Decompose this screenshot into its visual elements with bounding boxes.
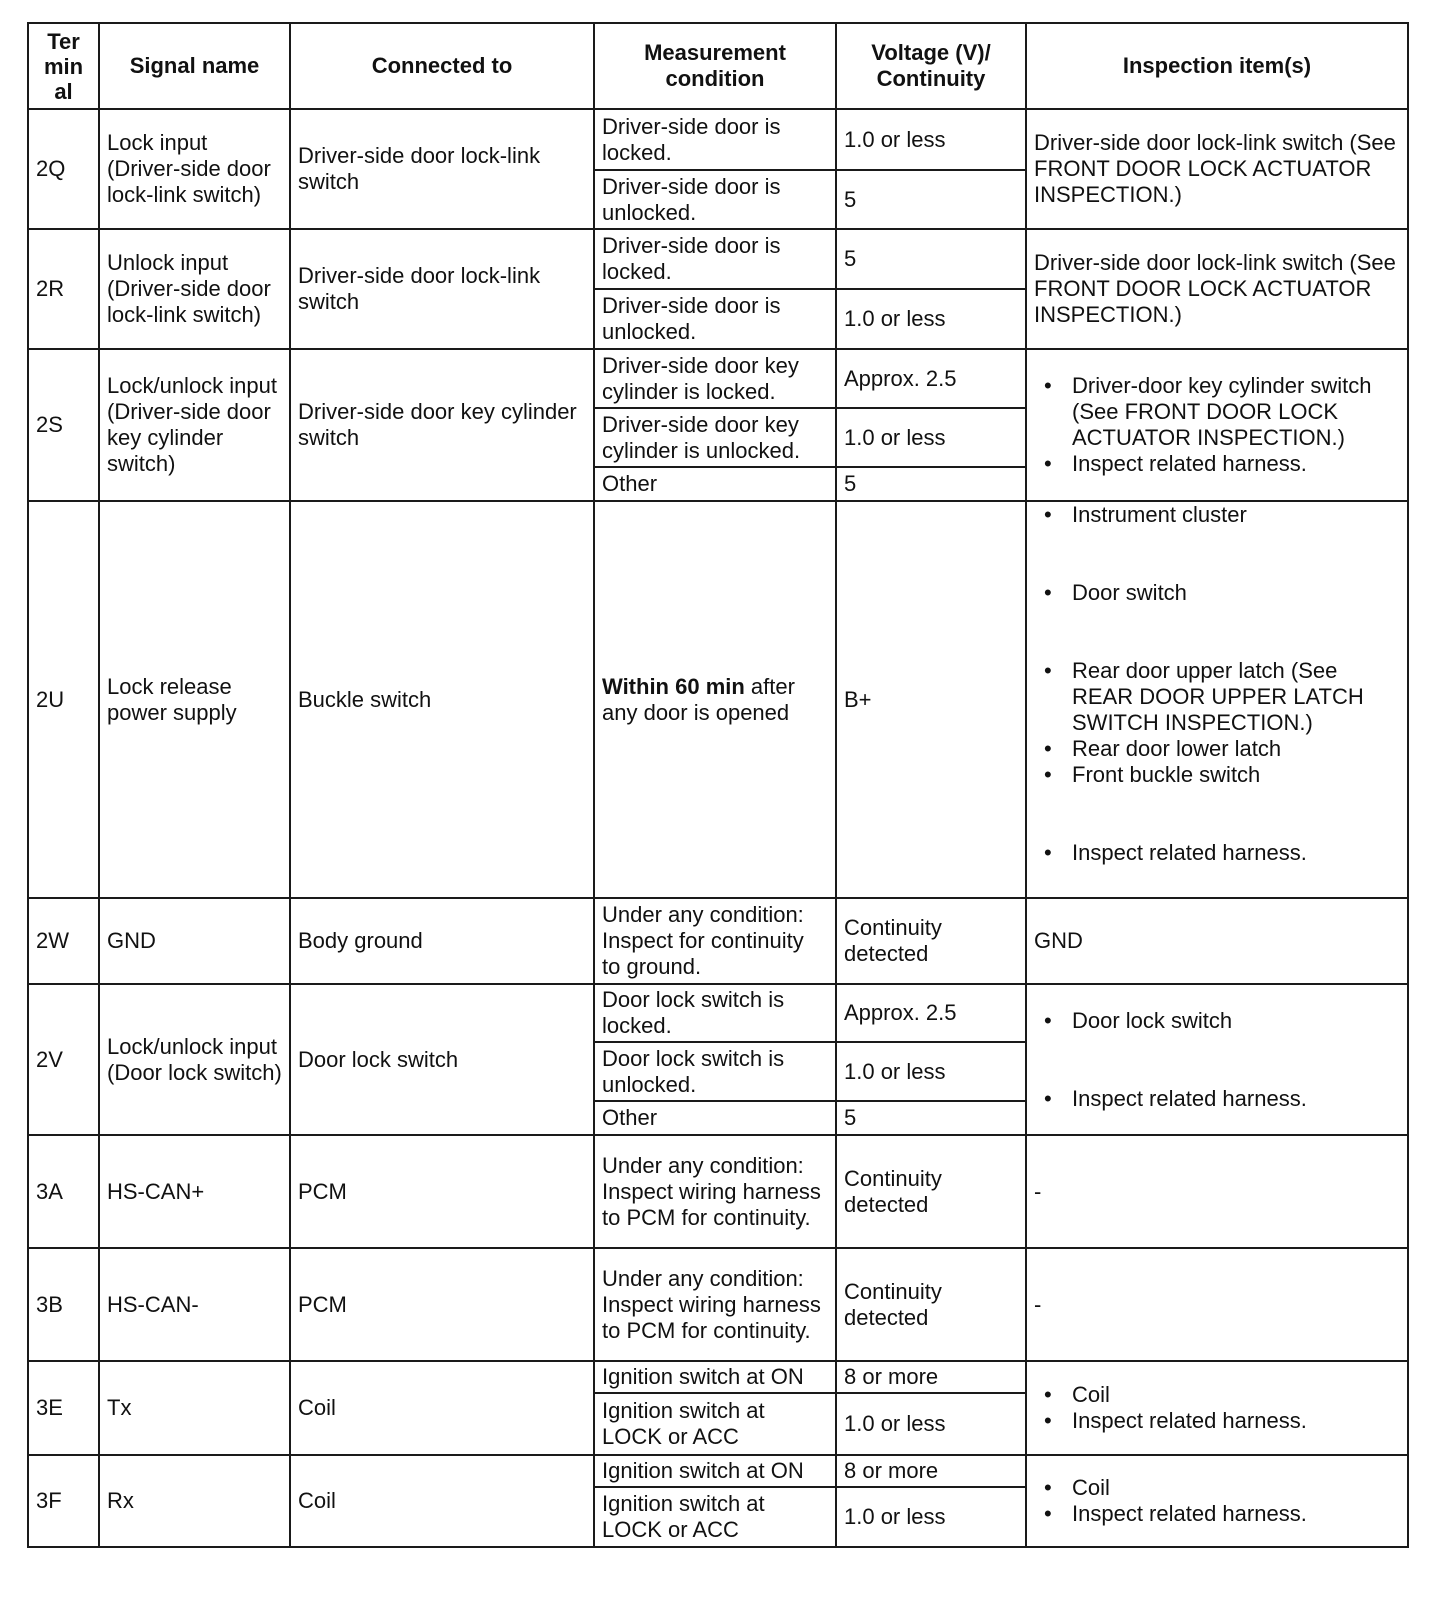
inspection-list — [1034, 1382, 1400, 1434]
condition-text: after any door is opened — [602, 673, 795, 725]
connected-to-cell: PCM — [290, 1248, 594, 1361]
header-terminal: Ter min al — [28, 23, 99, 109]
inspection-cell — [1026, 501, 1408, 898]
inspection-item: • Instrument cluster — [1034, 502, 1400, 528]
voltage-cell: Continuity detected — [836, 1248, 1026, 1361]
terminal-cell: 2Q — [28, 109, 99, 229]
signal-name-cell: Rx — [99, 1455, 290, 1547]
voltage-cell: 5 — [836, 467, 1026, 501]
condition-cell: Door lock switch is unlocked. — [594, 1042, 836, 1101]
signal-name-cell: Lock/unlock input (Door lock switch) — [99, 984, 290, 1135]
spacer — [1034, 606, 1400, 658]
signal-name-cell: Tx — [99, 1361, 290, 1455]
inspection-item: • Inspect related harness. — [1034, 1086, 1400, 1112]
condition-cell: Driver-side door is locked. — [594, 229, 836, 289]
header-row — [28, 23, 1408, 109]
connected-to-cell: Driver-side door lock-link switch — [290, 229, 594, 349]
inspection-list — [1034, 373, 1400, 477]
inspection-cell: Driver-side door lock-link switch (See FRONT DOOR LOCK ACTUATOR INSPECTION.) — [1026, 109, 1408, 229]
condition-cell: Driver-side door is locked. — [594, 109, 836, 170]
table-row — [28, 501, 1408, 898]
signal-name-cell: Unlock input (Driver-side door lock-link switch) — [99, 229, 290, 349]
terminal-cell: 2W — [28, 898, 99, 984]
connected-to-cell: PCM — [290, 1135, 594, 1248]
condition-cell: Under any condition: Inspect for continuity to ground. — [594, 898, 836, 984]
terminal-cell: 3A — [28, 1135, 99, 1248]
terminal-cell: 2R — [28, 229, 99, 349]
voltage-cell: 5 — [836, 229, 1026, 289]
voltage-cell: 1.0 or less — [836, 1487, 1026, 1547]
signal-name-cell: Lock input (Driver-side door lock-link switch) — [99, 109, 290, 229]
header-inspection-items: Inspection item(s) — [1026, 23, 1408, 109]
terminal-cell: 2S — [28, 349, 99, 501]
table-row — [28, 109, 1408, 170]
condition-cell — [594, 501, 836, 898]
inspection-cell: Driver-side door lock-link switch (See FRONT DOOR LOCK ACTUATOR INSPECTION.) — [1026, 229, 1408, 349]
voltage-cell: Approx. 2.5 — [836, 349, 1026, 408]
signal-name-cell: HS-CAN- — [99, 1248, 290, 1361]
table-row — [28, 1135, 1408, 1248]
voltage-cell: 5 — [836, 1101, 1026, 1135]
terminal-cell: 3B — [28, 1248, 99, 1361]
spacer — [1034, 788, 1400, 840]
signal-name-cell: Lock/unlock input (Driver-side door key cylinder switch) — [99, 349, 290, 501]
condition-cell: Ignition switch at LOCK or ACC — [594, 1393, 836, 1455]
connected-to-cell: Driver-side door lock-link switch — [290, 109, 594, 229]
voltage-cell: 8 or more — [836, 1361, 1026, 1393]
signal-name-cell: GND — [99, 898, 290, 984]
condition-cell: Driver-side door key cylinder is unlocked. — [594, 408, 836, 467]
condition-cell: Other — [594, 1101, 836, 1135]
inspection-item: • Rear door upper latch (See REAR DOOR UPPER LATCH SWITCH INSPECTION.) — [1034, 658, 1400, 736]
condition-cell: Ignition switch at ON — [594, 1361, 836, 1393]
condition-cell: Driver-side door is unlocked. — [594, 170, 836, 229]
signal-name-cell: Lock release power supply — [99, 501, 290, 898]
table-row — [28, 984, 1408, 1042]
table-row — [28, 1248, 1408, 1361]
header-voltage-continuity: Voltage (V)/ Continuity — [836, 23, 1026, 109]
connected-to-cell: Buckle switch — [290, 501, 594, 898]
inspection-item: • Door switch — [1034, 580, 1400, 606]
inspection-item: • Coil — [1034, 1475, 1400, 1501]
terminal-cell: 3F — [28, 1455, 99, 1547]
inspection-list — [1034, 1008, 1400, 1112]
inspection-item: • Inspect related harness. — [1034, 1501, 1400, 1527]
inspection-item: • Door lock switch — [1034, 1008, 1400, 1034]
condition-cell: Door lock switch is locked. — [594, 984, 836, 1042]
inspection-item: • Inspect related harness. — [1034, 451, 1400, 477]
connected-to-cell: Body ground — [290, 898, 594, 984]
inspection-list — [1034, 502, 1400, 866]
connected-to-cell: Door lock switch — [290, 984, 594, 1135]
inspection-item: • Driver-door key cylinder switch (See FRONT DOOR LOCK ACTUATOR INSPECTION.) — [1034, 373, 1400, 451]
connected-to-cell: Coil — [290, 1455, 594, 1547]
voltage-cell: Continuity detected — [836, 1135, 1026, 1248]
table-row — [28, 1361, 1408, 1393]
inspection-item: • Inspect related harness. — [1034, 1408, 1400, 1434]
voltage-cell: B+ — [836, 501, 1026, 898]
inspection-cell: - — [1026, 1135, 1408, 1248]
terminal-spec-table-wrapper — [27, 22, 1407, 1548]
inspection-item: • Inspect related harness. — [1034, 840, 1400, 866]
terminal-spec-table — [27, 22, 1409, 1548]
inspection-cell — [1026, 1361, 1408, 1455]
table-row — [28, 898, 1408, 984]
condition-cell: Driver-side door is unlocked. — [594, 289, 836, 349]
inspection-cell: - — [1026, 1248, 1408, 1361]
connected-to-cell: Driver-side door key cylinder switch — [290, 349, 594, 501]
terminal-cell: 2V — [28, 984, 99, 1135]
condition-emphasis: Within 60 min — [602, 673, 745, 699]
voltage-cell: 5 — [836, 170, 1026, 229]
header-measurement-condition: Measurement condition — [594, 23, 836, 109]
inspection-cell — [1026, 984, 1408, 1135]
table-row — [28, 349, 1408, 408]
table-row — [28, 1455, 1408, 1487]
inspection-item: • Front buckle switch — [1034, 762, 1400, 788]
header-connected-to: Connected to — [290, 23, 594, 109]
condition-cell: Under any condition: Inspect wiring harness to PCM for continuity. — [594, 1248, 836, 1361]
spacer — [1034, 1034, 1400, 1086]
inspection-cell: GND — [1026, 898, 1408, 984]
spacer — [1034, 528, 1400, 580]
condition-cell: Other — [594, 467, 836, 501]
condition-cell: Ignition switch at LOCK or ACC — [594, 1487, 836, 1547]
inspection-list — [1034, 1475, 1400, 1527]
terminal-cell: 3E — [28, 1361, 99, 1455]
condition-cell: Driver-side door key cylinder is locked. — [594, 349, 836, 408]
condition-cell: Under any condition: Inspect wiring harness to PCM for continuity. — [594, 1135, 836, 1248]
connected-to-cell: Coil — [290, 1361, 594, 1455]
condition-cell: Ignition switch at ON — [594, 1455, 836, 1487]
voltage-cell: 8 or more — [836, 1455, 1026, 1487]
inspection-item: • Rear door lower latch — [1034, 736, 1400, 762]
voltage-cell: 1.0 or less — [836, 408, 1026, 467]
voltage-cell: 1.0 or less — [836, 109, 1026, 170]
voltage-cell: Approx. 2.5 — [836, 984, 1026, 1042]
header-signal-name: Signal name — [99, 23, 290, 109]
terminal-cell: 2U — [28, 501, 99, 898]
voltage-cell: 1.0 or less — [836, 1393, 1026, 1455]
voltage-cell: 1.0 or less — [836, 289, 1026, 349]
inspection-cell — [1026, 1455, 1408, 1547]
table-row — [28, 229, 1408, 289]
inspection-cell — [1026, 349, 1408, 501]
signal-name-cell: HS-CAN+ — [99, 1135, 290, 1248]
inspection-item: • Coil — [1034, 1382, 1400, 1408]
voltage-cell: 1.0 or less — [836, 1042, 1026, 1101]
voltage-cell: Continuity detected — [836, 898, 1026, 984]
